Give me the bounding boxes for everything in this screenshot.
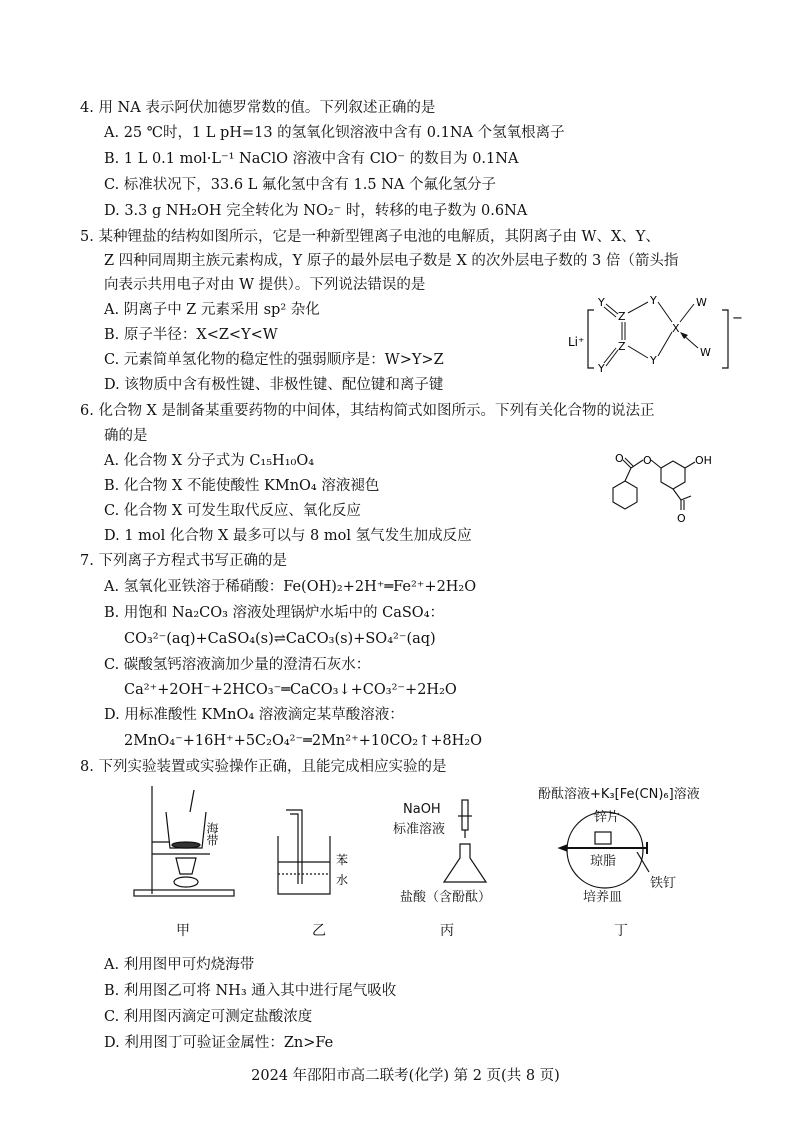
q8-option-a: A. 利用图甲可灼烧海带 <box>104 957 255 973</box>
q6-struct-ester-o: O <box>643 454 652 467</box>
q5-struct-w2: W <box>700 346 711 359</box>
q5-struct-y4: Y <box>598 362 605 375</box>
q8-ding-zinc-label: 锌片 <box>594 810 621 825</box>
q5-struct-x: X <box>672 322 680 335</box>
q5-option-a: A. 阴离子中 Z 元素采用 sp² 杂化 <box>104 302 320 318</box>
q6-stem-1: 6. 化合物 X 是制备某重要药物的中间体，其结构简式如图所示。下列有关化合物的说法正 <box>80 403 655 419</box>
q8-figure-jia <box>130 782 240 902</box>
q8-caption-jia: 甲 <box>176 923 190 939</box>
q8-ding-agar-label: 琼脂 <box>590 854 617 869</box>
q7-option-d: D. 用标准酸性 KMnO₄ 溶液滴定某草酸溶液： <box>104 707 404 723</box>
q6-struct-ketone-o: O <box>677 512 686 525</box>
q8-figure-bing <box>440 798 500 890</box>
q6-option-c: C. 化合物 X 可发生取代反应、氧化反应 <box>104 503 361 519</box>
q7-option-a: A. 氢氧化亚铁溶于稀硝酸：Fe(OH)₂+2H⁺═Fe²⁺+2H₂O <box>104 579 477 595</box>
q8-bing-acid-label: 盐酸（含酚酞） <box>400 890 492 905</box>
q6-option-a: A. 化合物 X 分子式为 C₁₅H₁₀O₄ <box>104 453 315 469</box>
q8-option-d: D. 利用图丁可验证金属性：Zn>Fe <box>104 1035 334 1051</box>
q5-stem-2: Z 四种同周期主族元素构成，Y 原子的最外层电子数是 X 的次外层电子数的 3 倍（箭头指 <box>104 253 679 269</box>
q5-struct-y3: Y <box>650 354 657 367</box>
q5-struct-z2: Z <box>618 340 626 353</box>
q6-stem-2: 确的是 <box>104 428 148 444</box>
q8-jia-seaweed-label: 海带 <box>205 822 219 846</box>
q6-struct-oh: OH <box>695 454 712 467</box>
q5-stem-1: 5. 某种锂盐的结构如图所示，它是一种新型锂离子电池的电解质，其阴离子由 W、X、Y、 <box>80 229 660 245</box>
q8-caption-bing: 丙 <box>440 923 454 939</box>
q5-option-d: D. 该物质中含有极性键、非极性键、配位键和离子键 <box>104 377 444 393</box>
q8-option-b: B. 利用图乙可将 NH₃ 通入其中进行尾气吸收 <box>104 983 397 999</box>
q5-struct-charge: − <box>732 311 743 326</box>
q6-option-b: B. 化合物 X 不能使酸性 KMnO₄ 溶液褪色 <box>104 478 380 494</box>
q8-yi-benzene-label: 苯 <box>336 853 349 867</box>
q8-bing-naoh-label: NaOH <box>403 802 441 817</box>
q5-option-c: C. 元素简单氢化物的稳定性的强弱顺序是：W>Y>Z <box>104 352 444 368</box>
q5-struct-li: Li⁺ <box>568 335 585 349</box>
q8-caption-yi: 乙 <box>312 923 326 939</box>
q8-stem: 8. 下列实验装置或实验操作正确，且能完成相应实验的是 <box>80 759 447 775</box>
q7-option-b: B. 用饱和 Na₂CO₃ 溶液处理锅炉水垢中的 CaSO₄： <box>104 605 445 621</box>
q7-option-c: C. 碳酸氢钙溶液滴加少量的澄清石灰水： <box>104 657 371 673</box>
q6-option-d: D. 1 mol 化合物 X 最多可以与 8 mol 氢气发生加成反应 <box>104 528 472 544</box>
q5-struct-y1: Y <box>598 296 605 309</box>
q5-struct-y2: Y <box>650 294 657 307</box>
q6-compound-x-structure <box>605 448 755 528</box>
q5-stem-3: 向表示共用电子对由 W 提供）。下列说法错误的是 <box>104 277 426 293</box>
q4-option-c: C. 标准状况下，33.6 L 氟化氢中含有 1.5 NA 个氟化氢分子 <box>104 177 496 193</box>
q7-stem: 7. 下列离子方程式书写正确的是 <box>80 553 287 569</box>
q8-ding-dish-label: 培养皿 <box>583 890 623 905</box>
q6-struct-carbonyl-o: O <box>615 452 624 465</box>
q5-struct-w1: W <box>696 296 707 309</box>
q8-yi-water-label: 水 <box>336 873 349 887</box>
q5-lithium-salt-structure <box>560 288 750 380</box>
q8-ding-top-label: 酚酞溶液+K₃[Fe(CN)₆]溶液 <box>538 787 700 802</box>
q7-option-c-equation: Ca²⁺+2OH⁻+2HCO₃⁻═CaCO₃↓+CO₃²⁻+2H₂O <box>124 682 457 698</box>
q4-stem: 4. 用 NA 表示阿伏加德罗常数的值。下列叙述正确的是 <box>80 100 436 116</box>
q8-figure-yi <box>268 800 358 900</box>
q8-caption-ding: 丁 <box>614 923 628 939</box>
q8-ding-nail-label: 铁钉 <box>650 876 677 891</box>
q5-option-b: B. 原子半径：X<Z<Y<W <box>104 327 278 343</box>
page-footer: 2024 年邵阳市高二联考(化学) 第 2 页(共 8 页) <box>251 1068 560 1084</box>
q4-option-a: A. 25 ℃时，1 L pH=13 的氢氧化钡溶液中含有 0.1NA 个氢氧根离子 <box>104 125 565 141</box>
q4-option-b: B. 1 L 0.1 mol·L⁻¹ NaClO 溶液中含有 ClO⁻ 的数目为 0.1NA <box>104 151 519 167</box>
q7-option-d-equation: 2MnO₄⁻+16H⁺+5C₂O₄²⁻═2Mn²⁺+10CO₂↑+8H₂O <box>124 733 482 749</box>
q8-bing-standard-label: 标准溶液 <box>393 822 446 837</box>
q4-option-d: D. 3.3 g NH₂OH 完全转化为 NO₂⁻ 时，转移的电子数为 0.6NA <box>104 203 528 219</box>
q5-struct-z1: Z <box>618 310 626 323</box>
q8-option-c: C. 利用图丙滴定可测定盐酸浓度 <box>104 1009 313 1025</box>
q7-option-b-equation: CO₃²⁻(aq)+CaSO₄(s)⇌CaCO₃(s)+SO₄²⁻(aq) <box>124 631 436 647</box>
